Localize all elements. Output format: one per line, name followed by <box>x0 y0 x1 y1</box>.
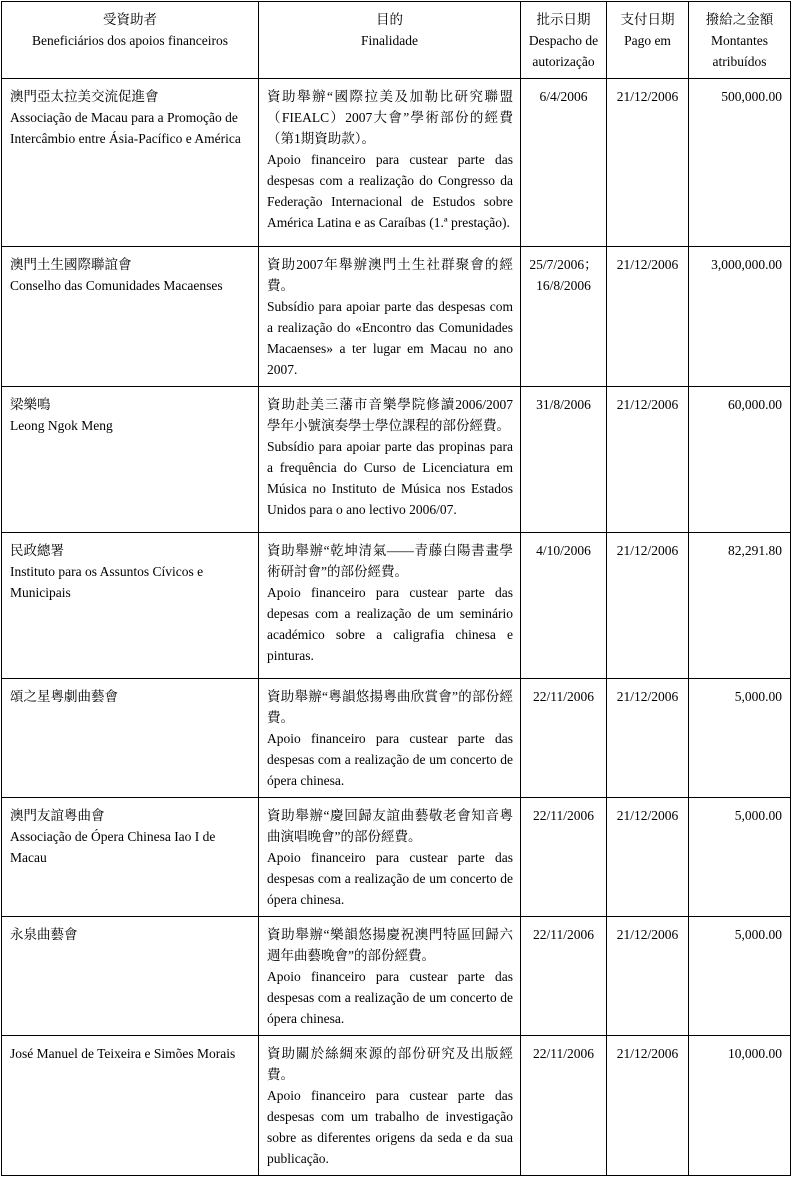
header-paid-pt: Pago em <box>624 33 671 48</box>
table-row <box>2 247 791 387</box>
header-purpose-pt: Finalidade <box>361 33 418 48</box>
beneficiary-cell <box>2 79 259 247</box>
purpose-text-zh: 資助舉辦“樂韻悠揚慶祝澳門特區回歸六週年曲藝晚會”的部份經費。 <box>267 927 513 963</box>
beneficiary-cell <box>2 387 259 533</box>
beneficiary-name-zh: 澳門土生國際聯誼會 <box>10 257 132 272</box>
authorization-date-cell: 31/8/2006 <box>521 387 607 533</box>
amount-cell: 5,000.00 <box>689 798 791 917</box>
amount-cell: 60,000.00 <box>689 387 791 533</box>
beneficiary-name-zh: 頌之星粵劇曲藝會 <box>10 689 118 704</box>
header-paid-zh: 支付日期 <box>620 12 675 27</box>
purpose-text-pt: Subsídio para apoiar parte das propinas para a frequência do Curso de Licenciatura em Música no Instituto de Música nos Estados Unidos para o ano lectivo 2006/07. <box>267 439 513 517</box>
beneficiary-name-pt: José Manuel de Teixeira e Simões Morais <box>10 1046 236 1061</box>
table-header <box>2 2 791 79</box>
authorization-date-cell: 22/11/2006 <box>521 917 607 1036</box>
purpose-cell <box>259 533 521 679</box>
beneficiary-cell <box>2 917 259 1036</box>
beneficiary-name-zh: 澳門亞太拉美交流促進會 <box>10 89 159 104</box>
purpose-text-zh: 資助舉辦“粵韻悠揚粵曲欣賞會”的部份經費。 <box>267 689 513 725</box>
amount-cell: 10,000.00 <box>689 1036 791 1176</box>
paid-date-cell: 21/12/2006 <box>607 1036 689 1176</box>
header-auth-zh: 批示日期 <box>536 12 591 27</box>
header-amount <box>689 2 791 79</box>
beneficiary-cell <box>2 247 259 387</box>
purpose-cell <box>259 917 521 1036</box>
purpose-cell <box>259 387 521 533</box>
purpose-text-pt: Apoio financeiro para custear parte das despesas com a realização do Congresso da Federação Internacional de Estudos sobre América Latina e as Caraíbas (1.ª prestação). <box>267 152 513 230</box>
beneficiary-cell <box>2 679 259 798</box>
purpose-text-pt: Apoio financeiro para custear parte das despesas com a realização de um concerto de ópera chinesa. <box>267 850 513 907</box>
authorization-date-cell: 22/11/2006 <box>521 1036 607 1176</box>
purpose-text-pt: Subsídio para apoiar parte das despesas com a realização do «Encontro das Comunidades Macaenses» a ter lugar em Macau no ano 2007. <box>267 299 513 377</box>
purpose-text-zh: 資助舉辦“慶回歸友誼曲藝敬老會知音粵曲演唱晚會”的部份經費。 <box>267 808 513 844</box>
purpose-cell <box>259 679 521 798</box>
amount-cell: 82,291.80 <box>689 533 791 679</box>
beneficiary-name-zh: 永泉曲藝會 <box>10 927 78 942</box>
amount-cell: 500,000.00 <box>689 79 791 247</box>
purpose-text-pt: Apoio financeiro para custear parte das despesas com a realização de um concerto de ópera chinesa. <box>267 731 513 788</box>
paid-date-cell: 21/12/2006 <box>607 247 689 387</box>
header-purpose-zh: 目的 <box>376 12 403 27</box>
beneficiary-cell <box>2 798 259 917</box>
authorization-date-cell: 22/11/2006 <box>521 798 607 917</box>
purpose-cell <box>259 798 521 917</box>
header-purpose <box>259 2 521 79</box>
table-row <box>2 679 791 798</box>
paid-date-cell: 21/12/2006 <box>607 533 689 679</box>
purpose-text-zh: 資助赴美三藩市音樂學院修讀2006/2007學年小號演奏學士學位課程的部份經費。 <box>267 397 513 433</box>
beneficiary-name-pt: Associação de Ópera Chinesa Iao I de Macau <box>10 829 216 865</box>
beneficiary-name-pt: Associação de Macau para a Promoção de Intercâmbio entre Ásia-Pacífico e América <box>10 110 241 146</box>
beneficiary-cell <box>2 533 259 679</box>
paid-date-cell: 21/12/2006 <box>607 679 689 798</box>
authorization-date-cell: 25/7/2006；16/8/2006 <box>521 247 607 387</box>
purpose-cell <box>259 79 521 247</box>
purpose-cell <box>259 1036 521 1176</box>
header-row <box>2 2 791 79</box>
table-body <box>2 79 791 1176</box>
purpose-text-zh: 資助2007年舉辦澳門土生社群聚會的經費。 <box>267 257 513 293</box>
beneficiary-name-zh: 民政總署 <box>10 543 64 558</box>
paid-date-cell: 21/12/2006 <box>607 917 689 1036</box>
purpose-cell <box>259 247 521 387</box>
amount-cell: 5,000.00 <box>689 679 791 798</box>
table-row <box>2 798 791 917</box>
beneficiary-name-zh: 澳門友誼粵曲會 <box>10 808 105 823</box>
header-amount-zh: 撥給之金額 <box>705 12 774 27</box>
beneficiary-name-zh: 梁樂鳴 <box>10 397 51 412</box>
amount-cell: 3,000,000.00 <box>689 247 791 387</box>
table-row <box>2 917 791 1036</box>
purpose-text-pt: Apoio financeiro para custear parte das despesas com a realização de um concerto de ópera chinesa. <box>267 969 513 1026</box>
header-beneficiary-pt: Beneficiários dos apoios financeiros <box>31 33 229 48</box>
paid-date-cell: 21/12/2006 <box>607 79 689 247</box>
table-row <box>2 79 791 247</box>
purpose-text-zh: 資助關於絲綢來源的部份研究及出版經費。 <box>267 1046 513 1082</box>
beneficiary-name-pt: Leong Ngok Meng <box>10 418 113 433</box>
beneficiary-name-pt: Conselho das Comunidades Macaenses <box>10 278 223 293</box>
paid-date-cell: 21/12/2006 <box>607 798 689 917</box>
header-auth-date <box>521 2 607 79</box>
header-beneficiary <box>2 2 259 79</box>
amount-cell: 5,000.00 <box>689 917 791 1036</box>
table-row <box>2 1036 791 1176</box>
authorization-date-cell: 22/11/2006 <box>521 679 607 798</box>
beneficiary-cell <box>2 1036 259 1176</box>
authorization-date-cell: 6/4/2006 <box>521 79 607 247</box>
header-auth-pt: Despacho de autorização <box>528 33 599 69</box>
header-amount-pt: Montantes atribuídos <box>711 33 768 69</box>
table-row <box>2 533 791 679</box>
purpose-text-zh: 資助舉辦“乾坤清氣——青藤白陽書畫學術研討會”的部份經費。 <box>267 543 513 579</box>
purpose-text-zh: 資助舉辦“國際拉美及加勒比研究聯盟（FIEALC）2007大會”學術部份的經費（第1期資助款）。 <box>267 89 513 146</box>
beneficiary-name-pt: Instituto para os Assuntos Cívicos e Municipais <box>10 564 204 600</box>
header-paid-date <box>607 2 689 79</box>
purpose-text-pt: Apoio financeiro para custear parte das depesas com a realização de um seminário académico sobre a caligrafia chinesa e pinturas. <box>267 585 513 663</box>
authorization-date-cell: 4/10/2006 <box>521 533 607 679</box>
subsidy-table <box>1 1 791 1176</box>
purpose-text-pt: Apoio financeiro para custear parte das despesas com um trabalho de investigação sobre as diferentes origens da seda e da sua publicação. <box>267 1088 513 1166</box>
header-beneficiary-zh: 受資助者 <box>103 12 157 27</box>
table-row <box>2 387 791 533</box>
paid-date-cell: 21/12/2006 <box>607 387 689 533</box>
